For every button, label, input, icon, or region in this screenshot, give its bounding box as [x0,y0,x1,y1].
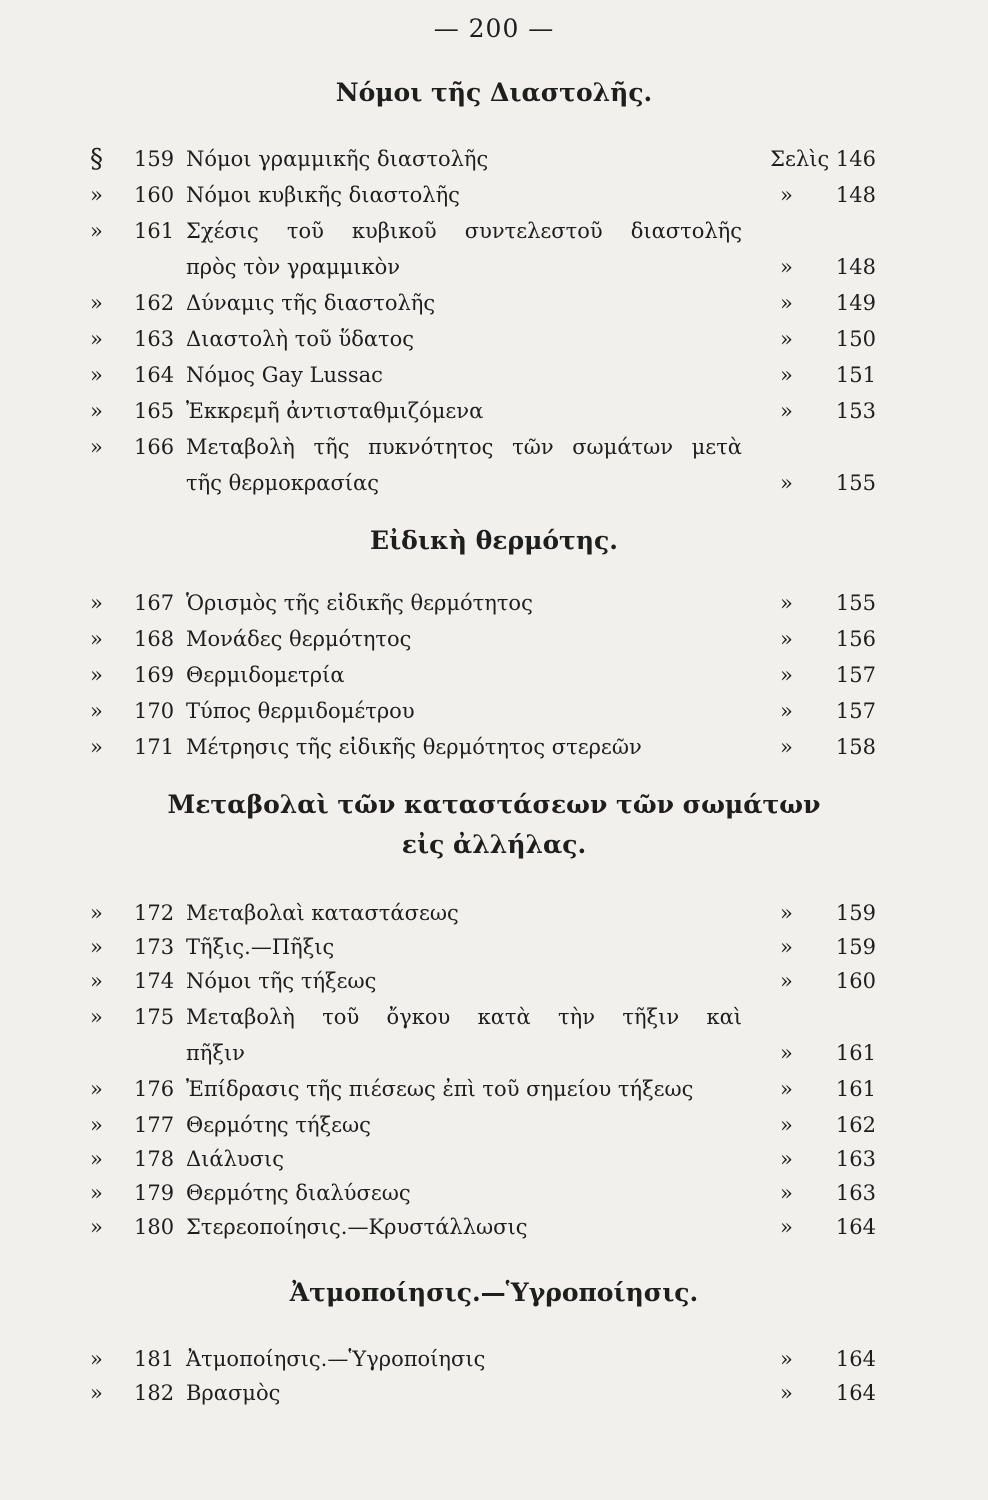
entry-number: 160 [134,183,175,207]
entry-page: 164 [835,1215,876,1239]
entry-title: Ἐκκρεμῆ ἀντισταθμιζόμενα [186,399,484,423]
entry-page: 158 [835,735,876,759]
ditto-mark: » [780,1181,793,1205]
entry-number: 172 [134,901,175,925]
entry-page: 164 [835,1381,876,1405]
entry-number: 175 [134,1005,175,1029]
entry-number: 171 [134,735,175,759]
entry-number: 162 [134,291,175,315]
page-value: 146 [835,147,876,171]
toc-entry [90,1176,876,1210]
ditto-mark: » [780,663,793,687]
entry-number: 168 [134,627,175,651]
entry-number: 174 [134,969,175,993]
ditto-mark: » [90,1005,103,1029]
page-number: — 200 — [433,14,555,43]
entry-title: Τῆξις.—Πῆξις [186,935,335,959]
entry-number: 180 [134,1215,175,1239]
entry-page: 160 [835,969,876,993]
ditto-mark: » [780,901,793,925]
ditto-mark: » [90,969,103,993]
ditto-mark: » [780,1147,793,1171]
toc-entry [90,178,876,212]
toc-entry [90,930,876,964]
entry-page: 164 [835,1347,876,1371]
ditto-mark: » [90,1113,103,1137]
entry-title: Νόμος Gay Lussac [186,363,383,387]
entry-title: Διάλυσις [186,1147,284,1171]
ditto-mark: » [780,735,793,759]
entry-title-continuation: πρὸς τὸν γραμμικὸν [186,255,401,279]
entry-title: Διαστολὴ τοῦ ὕδατος [186,327,415,351]
ditto-mark: » [780,969,793,993]
ditto-mark: » [780,471,793,495]
entry-page: 155 [835,471,876,495]
toc-entry-continuation [90,466,876,500]
entry-title: Τύπος θερμιδομέτρου [186,699,415,723]
ditto-mark: » [780,935,793,959]
toc-entry [90,214,876,248]
ditto-mark: » [90,363,103,387]
entry-page: 156 [835,627,876,651]
entry-page: 148 [835,183,876,207]
section-heading-line-2: εἰς ἀλλήλας. [401,830,587,859]
ditto-mark: » [90,1215,103,1239]
ditto-mark: » [780,291,793,315]
entry-title: Μέτρησις τῆς εἰδικῆς θερμότητος στερεῶν [186,735,642,759]
section-heading: Νόμοι τῆς Διαστολῆς. [335,78,653,107]
ditto-mark: » [90,1147,103,1171]
entry-title: Ὁρισμὸς τῆς εἰδικῆς θερμότητος [186,591,533,615]
entry-page: 151 [835,363,876,387]
toc-entry [90,622,876,656]
entry-number: 181 [134,1347,175,1371]
ditto-mark: » [90,1077,103,1101]
page-label: Σελὶς [770,147,830,171]
entry-title: Ἀτμοποίησις.—Ὑγροποίησις [186,1347,486,1371]
ditto-mark: » [90,399,103,423]
entry-number: 177 [134,1113,175,1137]
entry-number: 173 [134,935,175,959]
ditto-mark: » [780,1381,793,1405]
ditto-mark: » [780,363,793,387]
toc-entry [90,694,876,728]
ditto-mark: » [780,627,793,651]
ditto-mark: » [780,699,793,723]
entry-title: Μονάδες θερμότητος [186,627,412,651]
entry-number: 182 [134,1381,175,1405]
toc-entry [90,1376,876,1410]
toc-entry [90,286,876,320]
entry-page: 163 [835,1147,876,1171]
toc-entry [90,1000,876,1034]
ditto-mark: » [90,935,103,959]
entry-title: Θερμότης διαλύσεως [186,1181,411,1205]
entry-number: 170 [134,699,175,723]
entry-number: 163 [134,327,175,351]
ditto-mark: » [90,591,103,615]
ditto-mark: » [780,183,793,207]
toc-entry [90,658,876,692]
ditto-mark: » [780,1077,793,1101]
toc-entry [90,896,876,930]
entry-title: Στερεοποίησις.—Κρυστάλλωσις [186,1215,528,1239]
toc-entry [90,394,876,428]
entry-page [770,142,876,176]
ditto-mark: » [90,699,103,723]
toc-entry [90,1072,876,1106]
entry-page: 157 [835,699,876,723]
entry-title: Θερμότης τήξεως [186,1113,371,1137]
entry-title: Βρασμὸς [186,1381,281,1405]
toc-entry [90,358,876,392]
section-sign: § [90,144,103,174]
entry-title: Μεταβολαὶ καταστάσεως [186,901,459,925]
entry-page: 150 [835,327,876,351]
ditto-mark: » [90,627,103,651]
ditto-mark: » [90,1181,103,1205]
entry-number: 169 [134,663,175,687]
entry-number: 159 [134,147,175,171]
toc-entry [90,964,876,998]
ditto-mark: » [90,1347,103,1371]
ditto-mark: » [780,1347,793,1371]
entry-page: 159 [835,901,876,925]
ditto-mark: » [780,1215,793,1239]
entry-title: Ἐπίδρασις τῆς πιέσεως ἐπὶ τοῦ σημείου τήξεως [186,1077,694,1101]
entry-number: 179 [134,1181,175,1205]
entry-number: 178 [134,1147,175,1171]
toc-entry [90,1342,876,1376]
ditto-mark: » [90,219,103,243]
entry-page: 153 [835,399,876,423]
entry-number: 164 [134,363,175,387]
ditto-mark: » [90,1381,103,1405]
entry-number: 176 [134,1077,175,1101]
entry-title: Σχέσις τοῦ κυβικοῦ συντελεστοῦ διαστολῆς [186,219,742,243]
entry-number: 165 [134,399,175,423]
ditto-mark: » [780,255,793,279]
entry-title: Δύναμις τῆς διαστολῆς [186,291,436,315]
entry-number: 161 [134,219,175,243]
entry-number: 167 [134,591,175,615]
entry-page: 148 [835,255,876,279]
toc-entry [90,142,876,176]
entry-page: 157 [835,663,876,687]
entry-title-continuation: πῆξιν [186,1041,245,1065]
ditto-mark: » [780,399,793,423]
toc-entry [90,322,876,356]
ditto-mark: » [90,183,103,207]
ditto-mark: » [780,591,793,615]
ditto-mark: » [780,1041,793,1065]
entry-page: 161 [835,1041,876,1065]
ditto-mark: » [90,435,103,459]
ditto-mark: » [90,291,103,315]
toc-entry [90,1108,876,1142]
toc-entry [90,1142,876,1176]
toc-entry [90,1210,876,1244]
entry-title: Μεταβολὴ τῆς πυκνότητος τῶν σωμάτων μετὰ [186,435,742,459]
entry-page: 163 [835,1181,876,1205]
entry-page: 161 [835,1077,876,1101]
entry-title: Μεταβολὴ τοῦ ὄγκου κατὰ τὴν τῆξιν καὶ [186,1005,742,1029]
toc-entry-continuation [90,1036,876,1070]
toc-entry [90,430,876,464]
section-heading: Μεταβολαὶ τῶν καταστάσεων τῶν σωμάτων [167,790,821,819]
entry-page: 159 [835,935,876,959]
section-heading: Εἰδικὴ θερμότης. [370,526,618,555]
entry-page: 155 [835,591,876,615]
entry-page: 149 [835,291,876,315]
ditto-mark: » [90,735,103,759]
entry-title-continuation: τῆς θερμοκρασίας [186,471,379,495]
entry-title: Νόμοι κυβικῆς διαστολῆς [186,183,460,207]
ditto-mark: » [90,901,103,925]
toc-entry [90,586,876,620]
entry-title: Νόμοι γραμμικῆς διαστολῆς [186,147,489,171]
toc-entry-continuation [90,250,876,284]
ditto-mark: » [90,327,103,351]
entry-page: 162 [835,1113,876,1137]
entry-number: 166 [134,435,175,459]
ditto-mark: » [90,663,103,687]
toc-entry [90,730,876,764]
entry-title: Θερμιδομετρία [186,663,345,687]
entry-title: Νόμοι τῆς τήξεως [186,969,377,993]
ditto-mark: » [780,327,793,351]
ditto-mark: » [780,1113,793,1137]
section-heading: Ἀτμοποίησις.—Ὑγροποίησις. [289,1278,699,1307]
